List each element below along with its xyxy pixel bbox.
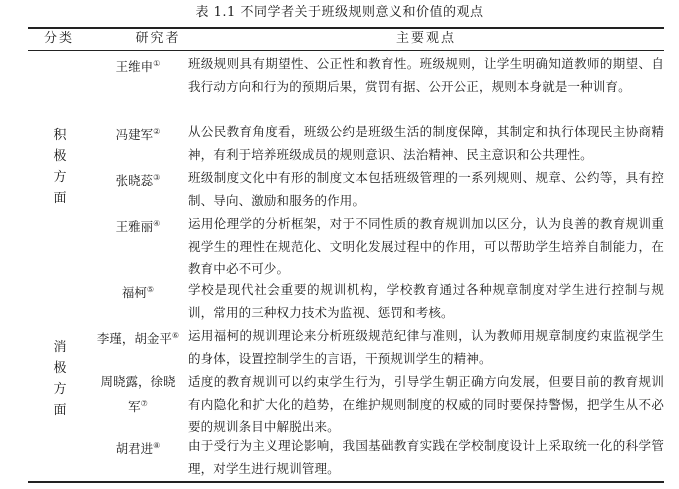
footnote-marker: ② xyxy=(153,127,161,136)
researcher-name: 周晓露，徐晓 军⑦ xyxy=(100,374,176,414)
viewpoint-text: 运用伦理学的分析框架，对于不同性质的教育规训加以区分，认为良善的教育规训重视学生的理性在规范化、文明化发展过程中的作用，可以帮助学生培养自制能力，在教育中必不可少。 xyxy=(188,216,664,276)
researcher-name: 福柯⑤ xyxy=(121,285,155,300)
viewpoint-text: 班级制度文化中有形的制度文本包括班级管理的一系列规则、规章、公约等，具有控制、导向、激励和服务的作用。 xyxy=(188,170,664,208)
viewpoints-table xyxy=(28,27,664,483)
researcher-name: 王维申① xyxy=(115,59,161,74)
footnote-marker: ③ xyxy=(153,173,161,182)
researcher-name: 冯建军② xyxy=(115,127,161,142)
viewpoint-text: 班级规则具有期望性、公正性和教育性。班级规则，让学生明确知道教师的期望、自我行动方向和行为的预期后果，赏罚有据、公开公正，规则本身就是一种训育。 xyxy=(188,56,664,94)
footnote-marker: ⑤ xyxy=(146,285,155,294)
category-positive: 积 极 方 面 xyxy=(53,128,67,206)
footnote-marker: ① xyxy=(153,59,161,68)
table-top-rule xyxy=(28,27,664,29)
table-header-rule xyxy=(28,50,664,51)
researcher-name: 张晓蕊③ xyxy=(115,173,161,188)
researcher-name: 李瑾，胡金平⑥ xyxy=(96,331,180,346)
category-negative: 消 极 方 面 xyxy=(53,340,67,418)
viewpoint-text: 由于受行为主义理论影响，我国基础教育实践在学校制度设计上采取统一化的科学管理，对学生进行规训管理。 xyxy=(188,438,664,476)
header-category: 分类 xyxy=(44,31,75,46)
header-viewpoint: 主要观点 xyxy=(395,31,456,46)
viewpoint-text: 运用福柯的规训理论来分析班级规范纪律与准则，认为教师用规章制度约束监视学生的身体，设置控制学生的言语，干预规训学生的精神。 xyxy=(188,328,664,366)
viewpoint-text: 学校是现代社会重要的规训机构，学校教育通过各种规章制度对学生进行控制与规训，常用的三种权力技术为监视、惩罚和考核。 xyxy=(188,282,664,320)
table-bottom-rule xyxy=(28,481,664,483)
table-caption: 表 1.1 不同学者关于班级规则意义和价值的观点 xyxy=(195,5,484,20)
researcher-name: 王雅丽④ xyxy=(115,219,161,234)
footnote-marker: ④ xyxy=(153,219,161,228)
footnote-marker: ⑦ xyxy=(140,399,148,408)
researcher-name: 胡君进⑧ xyxy=(115,441,161,456)
viewpoint-text: 从公民教育角度看，班级公约是班级生活的制度保障，其制定和执行体现民主协商精神，有利于培养班级成员的规则意识、法治精神、民主意识和公共理性。 xyxy=(188,124,664,162)
viewpoint-text: 适度的教育规训可以约束学生行为，引导学生朝正确方向发展，但要目前的教育规训有内隐化和扩大化的趋势，在维护规则制度的权威的同时要保持警惕，把学生从不必要的规训条目中解脱出来。 xyxy=(188,374,664,434)
footnote-marker: ⑥ xyxy=(171,331,180,340)
header-researcher: 研究者 xyxy=(135,31,181,46)
footnote-marker: ⑧ xyxy=(153,441,161,450)
